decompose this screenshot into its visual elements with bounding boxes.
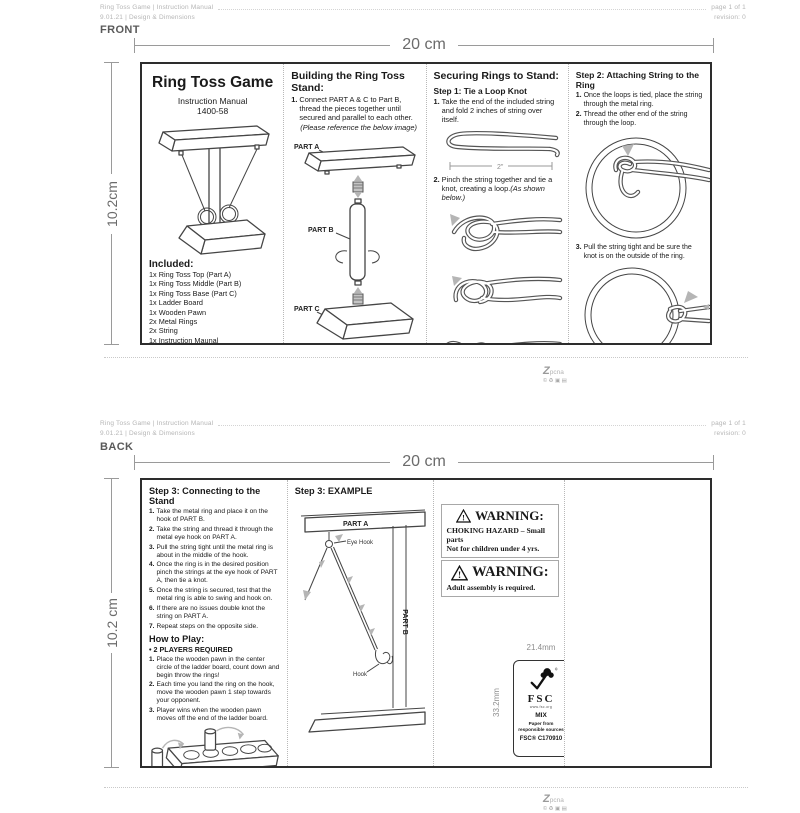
warning-title: WARNING: — [472, 564, 549, 580]
brand-z-logo: Z — [543, 365, 550, 377]
building-step-1: 1. Connect PART A & C to Part B, thread the pieces together until secured and parallel to each other. — [291, 95, 413, 122]
printer-brand-mark: Zpcna ©♻▣▤ — [543, 362, 603, 385]
play-step: 2. Each time you land the ring on the hook, move the wooden pawn 1 step towards your opponent. — [149, 681, 275, 705]
ring-toss-stand-illustration — [149, 118, 279, 258]
assembly-warning-text: Adult assembly is required. — [446, 583, 536, 592]
knot-stage-1-illustration — [434, 206, 567, 260]
back-col-example — [287, 480, 433, 766]
assembly-warning-box — [441, 560, 560, 597]
choking-hazard-line-1: CHOKING HAZARD – Small parts — [446, 526, 546, 544]
included-item: 1x Wooden Pawn — [149, 307, 207, 317]
connecting-step: 5. Once the string is secured, test that the metal ring is able to swing and hook on. — [149, 587, 273, 603]
example-heading: Step 3: EXAMPLE — [294, 486, 373, 496]
warning-title: WARNING: — [475, 508, 544, 523]
fsc-certification-label — [513, 660, 565, 757]
front-header-row-1 — [100, 4, 746, 11]
included-item: 1x Ring Toss Middle (Part B) — [149, 279, 242, 289]
included-item: 2x String — [149, 326, 178, 336]
ladder-board-illustration — [149, 725, 284, 766]
warning-triangle-icon — [451, 565, 468, 581]
attaching-step-3: 3. Pull the string tight and be sure the knot is on the outside of the ring. — [575, 244, 692, 260]
brand-certification-icons: ©♻▣▤ — [543, 378, 569, 384]
connecting-step: 4. Once the ring is in the desired position pinch the strings at the eye hook of PART A, then tie a knot. — [149, 561, 278, 585]
height-dimension-value: 10.2cm — [104, 174, 120, 234]
fsc-certificate-number: FSC® C170910 — [519, 736, 563, 743]
back-width-dimension — [134, 453, 714, 471]
svg-text:Hook: Hook — [352, 672, 367, 678]
game-subtitle: Instruction Manual — [177, 96, 248, 106]
brand-z-logo: Z — [543, 793, 550, 805]
fsc-tree-checkmark-icon — [524, 665, 558, 693]
header-leader-line — [218, 9, 706, 10]
front-col-building — [283, 64, 425, 343]
svg-text:PART C: PART C — [294, 305, 320, 313]
included-item: 1x Instruction Maunal — [149, 335, 219, 343]
fsc-description: Paper from responsible sources — [518, 721, 564, 732]
choking-warning-box — [441, 504, 560, 558]
how-to-play-heading: How to Play: — [149, 633, 205, 644]
included-item: 1x Ladder Board — [149, 298, 203, 308]
height-dimension-value: 10.2 cm — [104, 593, 120, 653]
page-number: page 1 of 1 — [711, 420, 746, 427]
included-item: 2x Metal Rings — [149, 317, 198, 327]
securing-note: (As shown below.) — [441, 183, 545, 202]
printer-brand-mark: Zpcna ©♻▣▤ — [543, 790, 603, 813]
game-title: Ring Toss Game — [152, 74, 274, 91]
fsc-width-dimension: 21.4mm — [526, 643, 556, 652]
front-header-row-2 — [100, 14, 746, 21]
connecting-step: 2. Take the string and thread it through the metal eye hook on PART A. — [149, 525, 274, 541]
svg-text:PART B: PART B — [400, 609, 408, 635]
revision: revision: 0 — [714, 14, 746, 21]
attaching-heading: Step 2: Attaching String to the Ring — [575, 70, 700, 90]
connecting-step: 3. Pull the string tight until the metal ring is about in the middle of the hook. — [149, 543, 274, 559]
width-dimension-value: 20 cm — [402, 36, 446, 53]
example-assembly-diagram — [295, 500, 428, 744]
front-height-dimension — [104, 62, 120, 345]
front-col-securing — [426, 64, 568, 343]
included-heading: Included: — [149, 259, 194, 270]
width-dimension-value: 20 cm — [402, 453, 446, 470]
fsc-mix: MIX — [535, 712, 547, 719]
choking-hazard-line-2: Not for children under 4 yrs. — [446, 544, 540, 553]
included-item: 1x Ring Toss Base (Part C) — [149, 288, 237, 298]
attaching-step-1: 1. Once the loops is tied, place the string through the metal ring. — [575, 92, 703, 108]
back-perforation-line — [104, 787, 748, 788]
back-header-row-1 — [100, 420, 746, 427]
svg-text:PART A: PART A — [342, 521, 369, 528]
svg-text:PART B: PART B — [308, 226, 334, 234]
exploded-parts-diagram — [291, 137, 424, 343]
model-number: 1400-58 — [197, 106, 229, 116]
warning-triangle-icon — [456, 509, 471, 523]
securing-step-2: 2. Pinch the string together and tie a knot, creating a loop.(As shown below.) — [433, 174, 553, 202]
back-col-connecting — [142, 480, 287, 766]
front-perforation-line — [104, 357, 748, 358]
doc-subtitle: 9.01.21 | Design & Dimensions — [100, 430, 195, 437]
front-label: FRONT — [100, 24, 140, 36]
building-note: (Please reference the below image) — [300, 122, 417, 132]
back-col-warnings — [433, 480, 565, 766]
doc-subtitle: 9.01.21 | Design & Dimensions — [100, 14, 195, 21]
doc-title: Ring Toss Game | Instruction Manual — [100, 4, 214, 11]
connecting-step: 6. If there are no issues double knot the string on PART A. — [149, 604, 266, 620]
revision: revision: 0 — [714, 430, 746, 437]
fsc-height-dimension: 33.2mm — [491, 688, 501, 717]
ring-knot-tight-illustration — [576, 263, 710, 343]
doc-title: Ring Toss Game | Instruction Manual — [100, 420, 214, 427]
back-header-row-2 — [100, 430, 746, 437]
brand-certification-icons: ©♻▣▤ — [543, 806, 569, 812]
connecting-heading: Step 3: Connecting to the Stand — [149, 486, 261, 506]
svg-text:!: ! — [462, 513, 465, 523]
page-number: page 1 of 1 — [711, 4, 746, 11]
connecting-step: 1. Take the metal ring and place it on the hook of PART B. — [149, 508, 268, 523]
connecting-step: 7. Repeat steps on the opposite side. — [149, 622, 259, 630]
fsc-url: www.fsc.org — [529, 705, 553, 709]
play-step: 1. Place the wooden pawn in the center circle of the ladder board, count down and begin throw the rings! — [149, 655, 280, 679]
svg-text:!: ! — [458, 570, 462, 581]
front-panel — [140, 62, 712, 345]
building-heading: Building the Ring Toss Stand: — [291, 70, 405, 94]
step1-heading: Step 1: Tie a Loop Knot — [433, 86, 527, 96]
knot-stage-3-illustration — [434, 326, 567, 343]
play-step: 3. Player wins when the wooden pawn moves off the end of the ladder board. — [149, 707, 268, 723]
back-height-dimension — [104, 478, 120, 768]
folded-string-illustration — [434, 128, 567, 174]
front-width-dimension — [134, 36, 714, 54]
fsc-name: FSC — [527, 693, 555, 705]
front-col-attaching — [568, 64, 710, 343]
attaching-step-2: 2. Thread the other end of the string through the loop. — [575, 111, 688, 127]
included-item: 1x Ring Toss Top (Part A) — [149, 270, 232, 279]
front-col-cover — [142, 64, 283, 343]
players-required: • 2 PLAYERS REQUIRED — [149, 644, 233, 654]
back-col-empty — [564, 480, 710, 766]
back-panel — [140, 478, 712, 768]
securing-heading: Securing Rings to Stand: — [433, 70, 559, 82]
ring-with-loop-illustration — [576, 130, 710, 242]
svg-text:®: ® — [554, 667, 558, 672]
securing-step-1: 1. Take the end of the included string and fold 2 inches of string over itself. — [433, 97, 555, 124]
svg-text:PART A: PART A — [294, 143, 320, 151]
svg-text:Eye Hook: Eye Hook — [346, 540, 373, 546]
back-label: BACK — [100, 441, 134, 453]
svg-text:2": 2" — [496, 163, 503, 171]
knot-stage-2-illustration — [434, 266, 567, 320]
